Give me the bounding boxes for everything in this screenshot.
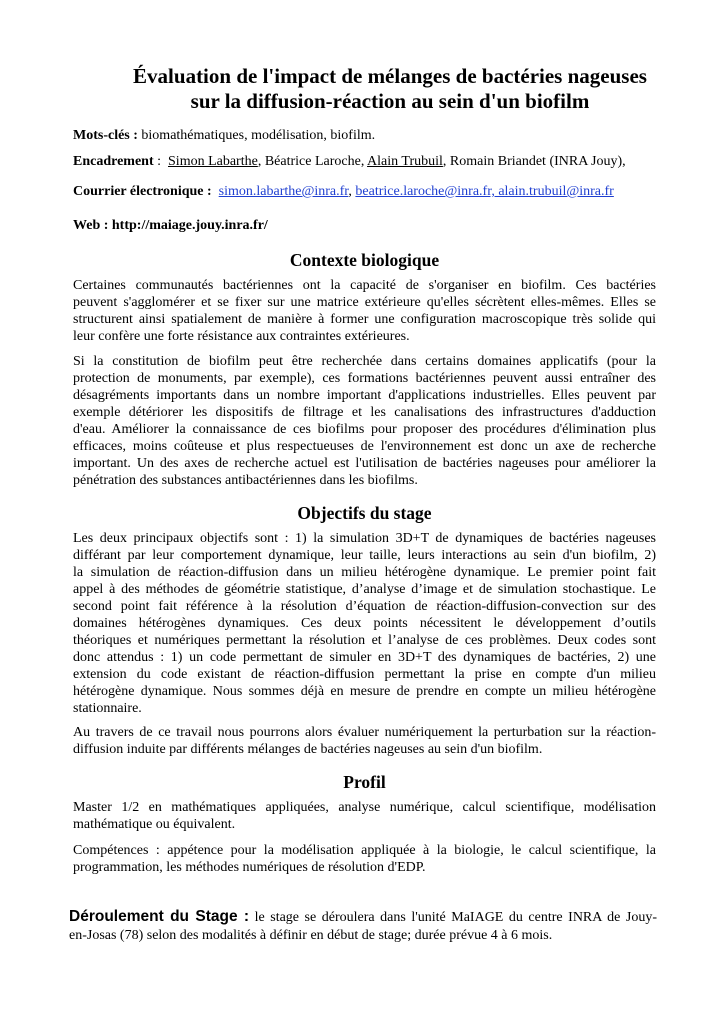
keywords-label: Mots-clés :: [73, 128, 138, 143]
email-label: Courrier électronique :: [73, 184, 212, 199]
email-line: [73, 183, 614, 201]
supervision-line: [73, 153, 626, 171]
text-line: mathématique ou équivalent.: [73, 817, 236, 832]
text-line: en-Josas (78) selon des modalités à définir en début de stage; durée prévue 4 à 6 mois.: [69, 928, 553, 943]
text-line: exemple détériorer les dispositifs de filtrage et les canalisations des infrastructures d'adduction: [73, 405, 656, 420]
profile-paragraph-1: [73, 799, 656, 833]
text-line: stationnaire.: [73, 701, 142, 716]
section-heading-objectives: Objectifs du stage: [297, 503, 432, 523]
text-line: important. Un des axes de recherche actuel est l'utilisation de bactéries nageuses pour améliorer la: [73, 456, 656, 471]
web-line: [73, 217, 268, 235]
objectives-paragraph-1: [73, 530, 656, 717]
text-line: la simulation de réaction-diffusion dans un milieu hétérogène dynamique. Le premier point fait: [73, 565, 656, 580]
email-link[interactable]: simon.labarthe@inra.fr: [218, 184, 349, 199]
context-paragraph-2: [73, 353, 656, 489]
internship-conduct-text: le stage se déroulera dans l'unité MaIAGE du centre INRA de Jouy-: [249, 910, 657, 925]
text-line: pénétration des substances antibactériennes dans les biofilms.: [73, 473, 418, 488]
objectives-paragraph-2: [73, 724, 656, 758]
supervisor-name: Simon Labarthe: [168, 154, 258, 169]
text-line: efficaces, moins coûteuse et plus respectueuses de l'environnement est donc un axe de recherche: [73, 439, 656, 454]
text-line: protection de monuments, par exemple), ces formations bactériennes peuvent aussi entraîner des: [73, 371, 656, 386]
supervision-separator: :: [153, 154, 169, 169]
supervisor-name: Alain Trubuil: [367, 154, 443, 169]
internship-conduct: [69, 908, 657, 945]
text-line: leur confère une forte résistance aux contraintes extérieures.: [73, 329, 410, 344]
text-line: Compétences : appétence pour la modélisation appliquée à la biologie, le calcul scientifique, la: [73, 843, 656, 858]
text-line: désagréments importants dans un nombre important d'applications industrielles. Elles peuvent par: [73, 388, 656, 403]
text-line: Si la constitution de biofilm peut être recherchée dans certains domaines applicatifs (pour la: [73, 354, 656, 369]
text-line: différant par leur comportement dynamique, leur taille, leurs interactions au sein d'un biofilm, 2): [73, 548, 656, 563]
internship-conduct-label: Déroulement du Stage :: [69, 908, 250, 925]
text-line: programmation, les méthodes numériques de résolution d'EDP.: [73, 860, 426, 875]
document-title: [60, 64, 720, 114]
text-line: second point fait référence à la résolution d’équation de réaction-diffusion-convection sur des: [73, 599, 656, 614]
supervisor-name: , Béatrice Laroche,: [257, 154, 368, 169]
text-line: d'eau. Améliorer la connaissance de ces biofilms pour proposer des procédures d'élimination plus: [73, 422, 656, 437]
text-line: Master 1/2 en mathématiques appliquées, analyse numérique, calcul scientifique, modélisation: [73, 800, 656, 815]
title-line-1: Évaluation de l'impact de mélanges de bactéries nageuses: [133, 64, 647, 88]
section-heading-profile: Profil: [343, 772, 386, 792]
keywords-value: biomathématiques, modélisation, biofilm.: [137, 128, 376, 143]
supervision-label: Encadrement: [73, 154, 154, 169]
text-line: Au travers de ce travail nous pourrons alors évaluer numériquement la perturbation sur la réaction-: [73, 725, 656, 740]
text-line: appel à des méthodes de géométrie statistique, d’analyse d’image et de simulation stochastique. Le: [73, 582, 656, 597]
web-label[interactable]: Web : http://maiage.jouy.inra.fr/: [73, 218, 268, 233]
profile-paragraph-2: [73, 842, 656, 876]
text-line: Les deux principaux objectifs sont : 1) la simulation 3D+T de dynamiques de bactéries nageuses: [73, 531, 656, 546]
text-line: hétérogène dynamique. Nous sommes déjà en mesure de prendre en compte un milieu hétérogène: [73, 684, 656, 699]
text-line: [69, 908, 657, 927]
text-line: extension du code existant de réaction-diffusion permettant la prise en compte d'un milieu: [73, 667, 656, 682]
email-link[interactable]: beatrice.laroche@inra.fr, alain.trubuil@inra.fr: [355, 184, 614, 199]
text-line: domaines hétérogènes dynamiques. Ces deux points nécessitent le développement d’outils: [73, 616, 656, 631]
title-line-2: sur la diffusion-réaction au sein d'un biofilm: [190, 89, 590, 113]
text-line: donc attendus : 1) un code permettant de simuler en 3D+T des dynamiques de bactéries, 2) une: [73, 650, 656, 665]
email-separator: ,: [348, 184, 356, 199]
text-line: structurent ainsi spatialement de manière à former une configuration macroscopique très solide qui: [73, 312, 656, 327]
text-line: peuvent s'agglomérer et se fixer sur une matrice extérieure qu'elles sécrètent elles-mêmes. Elles se: [73, 295, 656, 310]
keywords-line: [73, 127, 375, 145]
context-paragraph-1: [73, 277, 656, 345]
section-heading-context: Contexte biologique: [289, 250, 440, 270]
text-line: théoriques et numériques permettant la résolution et l’analyse de ces problèmes. Deux codes sont: [73, 633, 656, 648]
text-line: Certaines communautés bactériennes ont la capacité de s'organiser en biofilm. Ces bactéries: [73, 278, 656, 293]
supervisor-name: , Romain Briandet (INRA Jouy),: [442, 154, 626, 169]
text-line: diffusion induite par différents mélanges de bactéries nageuses au sein d'un biofilm.: [73, 742, 543, 757]
